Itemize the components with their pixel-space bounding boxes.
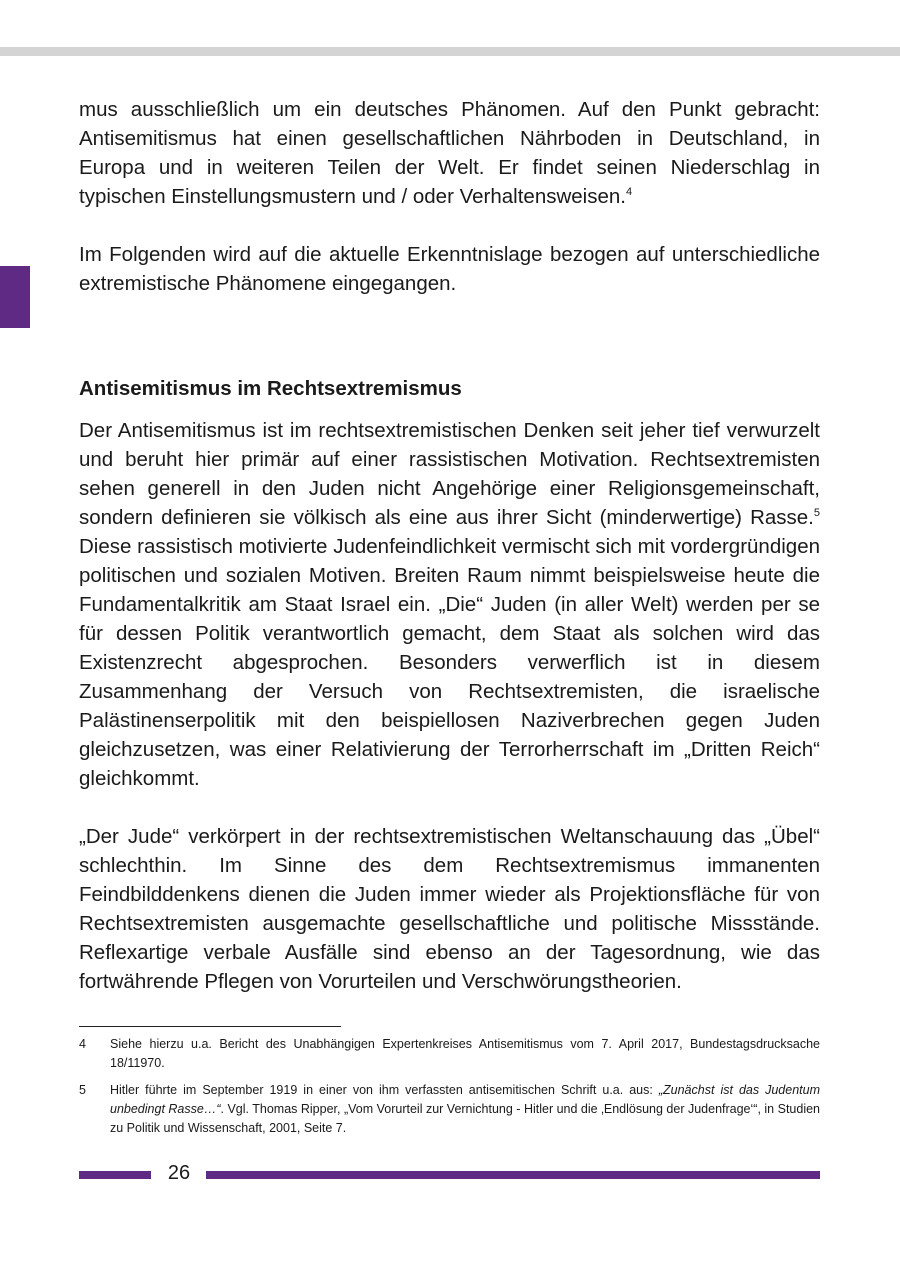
footnote-5 — [79, 1081, 820, 1138]
section-heading: Antisemitismus im Rechtsextremismus — [79, 377, 462, 400]
footnote-ref-5[interactable]: 5 — [813, 507, 820, 520]
chapter-side-tab — [0, 266, 30, 328]
paragraph-intro: Im Folgenden wird auf die aktuelle Erkenntnislage bezogen auf unterschiedliche extremistische Phänomene eingegangen. — [79, 243, 820, 295]
footnote-text: Hitler führte im September 1919 in einer von ihm verfassten antisemitischen Schrift u.a. aus: „Zunächst ist das Judentum unbedingt Rasse…“. Vgl. Thomas Ripper, „Vom Vorurteil zur Vernichtung - Hitler und die ‚Endlösung der Judenfrage‘“, in Studien zu Politik und Wissenschaft, 2001, Seite 7. — [110, 1083, 821, 1135]
paragraph-rechtsextremismus: Der Antisemitismus ist im rechtsextremistischen Denken seit jeher tief verwurzelt und beruht hier primär auf einer rassistischen Motivation. Rechtsextremisten sehen generell in den Juden nicht Angehörige einer Religionsgemeinschaft, sondern definieren sie völkisch als eine aus ihrer Sicht (minderwertige) Rasse.$^5$ Diese rassistisch motivierte Judenfeindlichkeit vermischt sich mit vordergründigen politischen und sozialen Motiven. Breiten Raum nimmt beispielsweise heute die Fundamentalkritik am Staat Israel ein. „Die“ Juden (in aller Welt) werden per se für dessen Politik verantwortlich gemacht, dem Staat als solchen wird das Existenzrecht abgesprochen. Besonders verwerflich ist in diesem Zusammenhang der Versuch von Rechtsextremisten, die israelische Palästinenserpolitik mit den beispiellosen Naziverbrechen gegen Juden gleichzusetzen, was einer Relativierung der Terrorherrschaft im „Dritten Reich“ gleichkommt. — [79, 419, 820, 790]
footer-bar-left — [79, 1171, 151, 1179]
top-divider — [0, 47, 900, 56]
footnote-4 — [79, 1035, 820, 1073]
paragraph-der-jude: „Der Jude“ verkörpert in der rechtsextremistischen Weltanschauung das „Übel“ schlechthin. Im Sinne des dem Rechtsextremismus immanenten Feindbilddenkens dienen die Juden immer wieder als Projektionsfläche für von Rechtsextremisten ausgemachte gesellschaftliche und politische Missstände. Reflexartige verbale Ausfälle sind ebenso an der Tagesordnung, wie das fortwährende Pflegen von Vorurteilen und Verschwörungstheorien. — [79, 825, 820, 993]
footnote-divider — [79, 1026, 341, 1027]
footnote-number: 4 — [79, 1037, 86, 1051]
footnote-text: Siehe hierzu u.a. Bericht des Unabhängigen Expertenkreises Antisemitismus vom 7. April 2017, Bundestagsdrucksache 18/11970. — [110, 1037, 820, 1070]
footnote-ref-4[interactable]: 4 — [625, 186, 633, 199]
page-number: 26 — [167, 1162, 191, 1184]
footnote-number: 5 — [79, 1083, 86, 1097]
footer-bar-right — [206, 1171, 820, 1179]
main-text — [79, 95, 820, 996]
footnotes — [79, 1035, 820, 1146]
hitler-quote: „Zunächst ist das Judentum unbedingt Rasse…“ — [110, 1083, 820, 1116]
paragraph-continued: mus ausschließlich um ein deutsches Phänomen. Auf den Punkt gebracht: Antisemitismus hat einen gesellschaftlichen Nährboden in Deutschland, in Europa und in weiteren Teilen der Welt. Er findet seinen Niederschlag in typischen Einstellungsmustern und / oder Verhaltensweisen.$^4$ — [79, 98, 820, 208]
